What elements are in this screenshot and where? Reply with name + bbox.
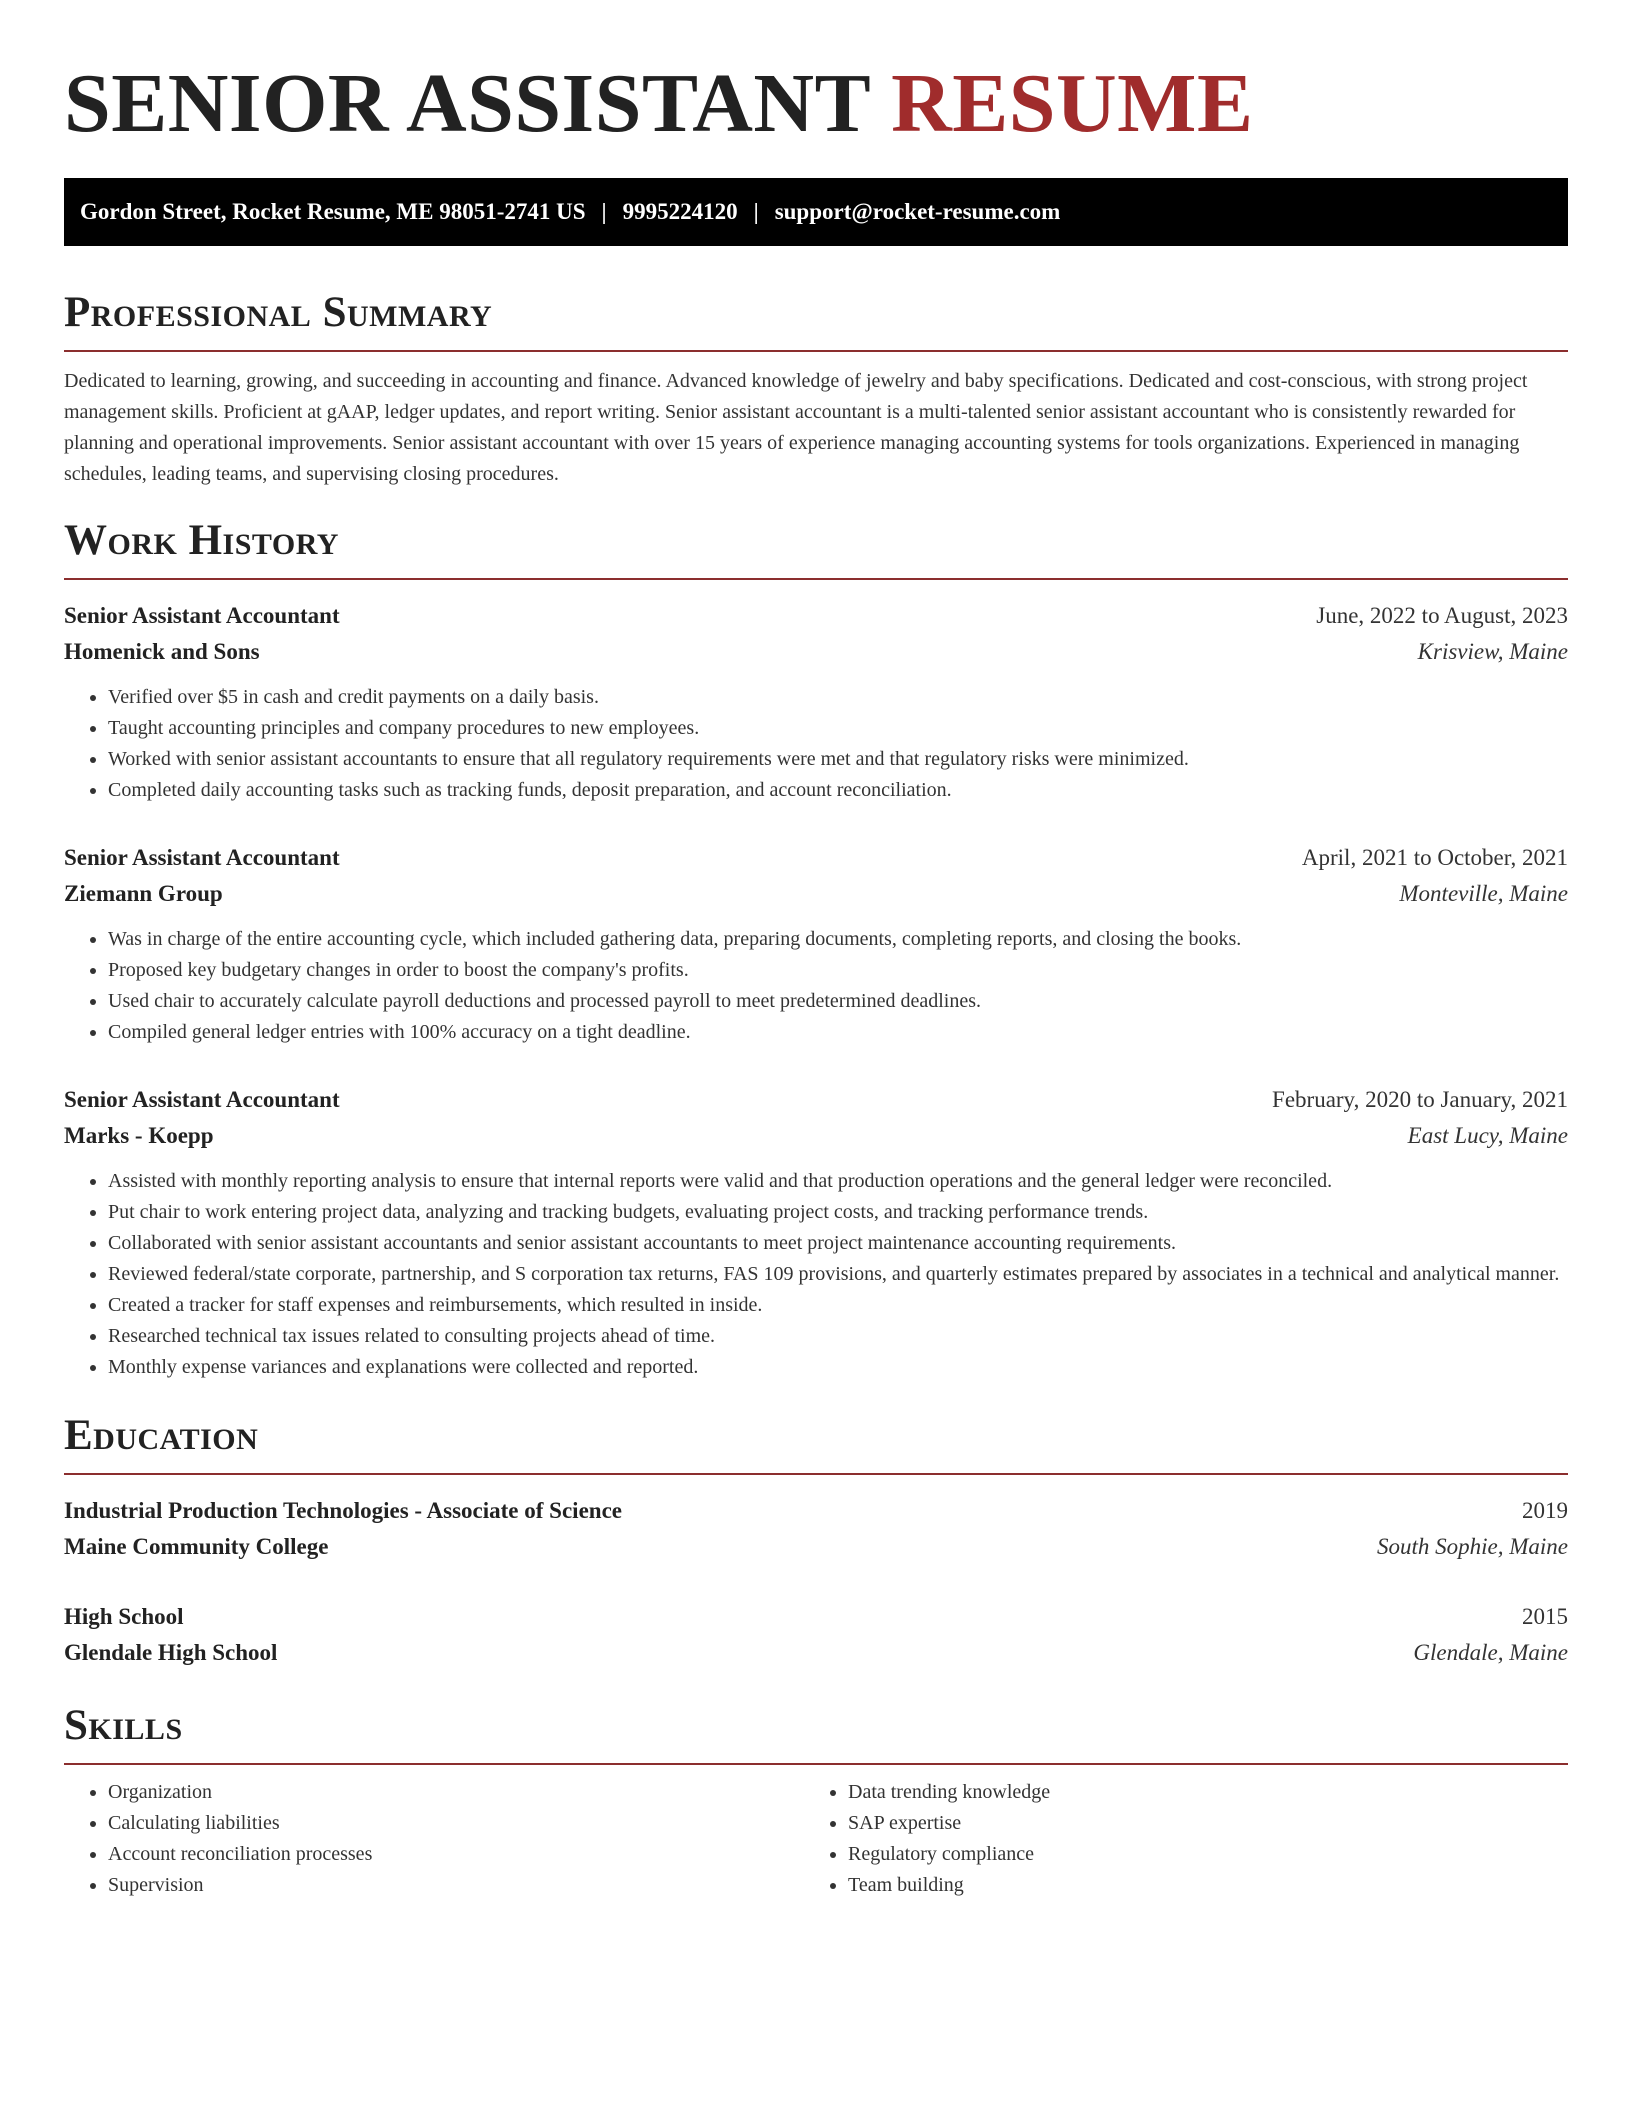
job-bullet: • Reviewed federal/state corporate, partnership, and S corporation tax returns, FAS 109 provisions, and quarterly estimates prepared by associates in a technical and analytical manner. xyxy=(108,1259,1568,1290)
job-title: Senior Assistant Accountant xyxy=(64,1087,340,1112)
skill-item: • Team building xyxy=(848,1870,1544,1901)
education-heading: Education xyxy=(64,1411,1568,1475)
skills-column-left xyxy=(64,1777,804,1901)
job-dates: April, 2021 to October, 2021 xyxy=(1301,845,1568,870)
skill-item: • SAP expertise xyxy=(848,1808,1544,1839)
education-year: 2019 xyxy=(1522,1498,1568,1523)
education-degree: Industrial Production Technologies - Associate of Science xyxy=(64,1498,622,1523)
resume-title xyxy=(64,58,1568,150)
job-bullets xyxy=(64,682,1568,806)
contact-phone: 9995224120 xyxy=(622,199,738,224)
job-entry xyxy=(64,1082,1568,1383)
job-bullet: • Assisted with monthly reporting analysis to ensure that internal reports were valid and that production operations and the general ledger were reconciled. xyxy=(108,1166,1568,1197)
title-main: SENIOR ASSISTANT xyxy=(64,57,870,150)
education-location: Glendale, Maine xyxy=(1413,1640,1568,1665)
job-bullet: • Collaborated with senior assistant accountants and senior assistant accountants to meet project maintenance accounting requirements. xyxy=(108,1228,1568,1259)
education-degree: High School xyxy=(64,1604,184,1629)
job-bullet: • Taught accounting principles and company procedures to new employees. xyxy=(108,713,1568,744)
job-title: Senior Assistant Accountant xyxy=(64,603,340,628)
contact-bar xyxy=(64,178,1568,246)
job-entry xyxy=(64,840,1568,1048)
skills-heading: Skills xyxy=(64,1701,1568,1765)
skills-grid xyxy=(64,1777,1568,1901)
education-location: South Sophie, Maine xyxy=(1377,1534,1568,1559)
education-entry xyxy=(64,1493,1568,1565)
skill-item: • Calculating liabilities xyxy=(108,1808,804,1839)
education-school: Maine Community College xyxy=(64,1534,329,1559)
job-bullet: • Monthly expense variances and explanations were collected and reported. xyxy=(108,1352,1568,1383)
skill-item: • Organization xyxy=(108,1777,804,1808)
summary-text: Dedicated to learning, growing, and succeeding in accounting and finance. Advanced knowledge of jewelry and baby specifications. Dedicated and cost-conscious, with strong project management skills. Proficient at gAAP, ledger updates, and report writing. Senior assistant accountant is a multi-talented senior assistant accountant who is consistently rewarded for planning and operational improvements. Senior assistant accountant with over 15 years of experience managing accounting systems for tools organizations. Experienced in managing schedules, leading teams, and supervising closing procedures. xyxy=(64,370,1528,485)
education-entry xyxy=(64,1599,1568,1671)
job-bullet: • Proposed key budgetary changes in order to boost the company's profits. xyxy=(108,955,1568,986)
job-company: Marks - Koepp xyxy=(64,1123,214,1148)
work-history-heading: Work History xyxy=(64,516,1568,580)
title-accent: RESUME xyxy=(891,57,1254,150)
job-bullet: • Completed daily accounting tasks such as tracking funds, deposit preparation, and account reconciliation. xyxy=(108,775,1568,806)
job-location: Krisview, Maine xyxy=(1417,639,1568,664)
job-bullet: • Put chair to work entering project data, analyzing and tracking budgets, evaluating project costs, and tracking performance trends. xyxy=(108,1197,1568,1228)
skill-item: • Account reconciliation processes xyxy=(108,1839,804,1870)
job-bullet: • Worked with senior assistant accountants to ensure that all regulatory requirements were met and that regulatory risks were minimized. xyxy=(108,744,1568,775)
job-dates: February, 2020 to January, 2021 xyxy=(1272,1087,1568,1112)
education-school: Glendale High School xyxy=(64,1640,278,1665)
job-title: Senior Assistant Accountant xyxy=(64,845,340,870)
job-company: Homenick and Sons xyxy=(64,639,260,664)
job-entry xyxy=(64,598,1568,806)
contact-separator: | xyxy=(753,199,759,224)
job-bullet: • Used chair to accurately calculate payroll deductions and processed payroll to meet predetermined deadlines. xyxy=(108,986,1568,1017)
contact-address: Gordon Street, Rocket Resume, ME 98051-2741 US xyxy=(80,199,586,224)
job-bullet: • Verified over $5 in cash and credit payments on a daily basis. xyxy=(108,682,1568,713)
job-bullet: • Was in charge of the entire accounting cycle, which included gathering data, preparing documents, completing reports, and closing the books. xyxy=(108,924,1568,955)
skill-item: • Data trending knowledge xyxy=(848,1777,1544,1808)
contact-separator: | xyxy=(601,199,607,224)
job-bullet: • Compiled general ledger entries with 100% accuracy on a tight deadline. xyxy=(108,1017,1568,1048)
skill-item: • Supervision xyxy=(108,1870,804,1901)
job-bullet: • Researched technical tax issues related to consulting projects ahead of time. xyxy=(108,1321,1568,1352)
job-dates: June, 2022 to August, 2023 xyxy=(1316,603,1568,628)
resume-page xyxy=(64,0,1568,1901)
job-location: East Lucy, Maine xyxy=(1407,1123,1568,1148)
job-company: Ziemann Group xyxy=(64,881,223,906)
summary-heading: Professional Summary xyxy=(64,288,1568,352)
education-year: 2015 xyxy=(1522,1604,1568,1629)
job-bullet: • Created a tracker for staff expenses and reimbursements, which resulted in inside. xyxy=(108,1290,1568,1321)
job-bullets xyxy=(64,924,1568,1048)
skills-column-right xyxy=(804,1777,1544,1901)
job-location: Monteville, Maine xyxy=(1399,881,1568,906)
skill-item: • Regulatory compliance xyxy=(848,1839,1544,1870)
job-bullets xyxy=(64,1166,1568,1383)
contact-email[interactable]: support@rocket-resume.com xyxy=(774,199,1061,224)
